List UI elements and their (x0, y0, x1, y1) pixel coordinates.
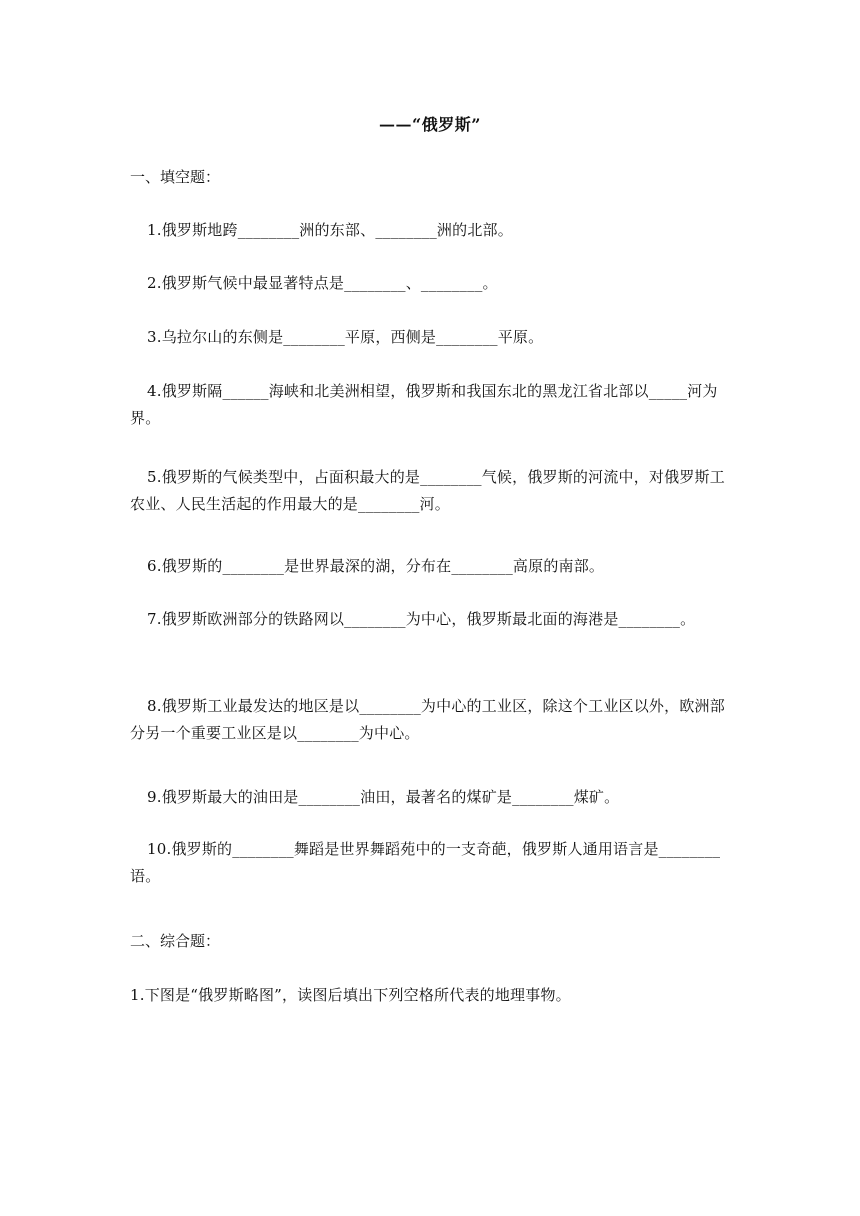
section-heading-fill-blank: 一、填空题： (130, 168, 221, 186)
question-9: 9.俄罗斯最大的油田是________油田，最著名的煤矿是________煤矿。 (147, 788, 620, 806)
question-7: 7.俄罗斯欧洲部分的铁路网以________为中心，俄罗斯最北面的海港是________。 (147, 610, 696, 628)
question-1: 1.俄罗斯地跨________洲的东部、________洲的北部。 (147, 221, 513, 239)
question-8: 8.俄罗斯工业最发达的地区是以________为中心的工业区，除这个工业区以外，欧洲部分另一个重要工业区是以________为中心。 (130, 697, 725, 742)
question-2: 2.俄罗斯气候中最显著特点是________、________。 (147, 274, 498, 292)
question-3: 3.乌拉尔山的东侧是________平原，西侧是________平原。 (147, 328, 544, 346)
question-4: 4.俄罗斯隔______海峡和北美洲相望，俄罗斯和我国东北的黑龙江省北部以_____河为界。 (130, 382, 718, 427)
comprehensive-question-1: 1.下图是“俄罗斯略图”，读图后填出下列空格所代表的地理事物。 (130, 986, 571, 1004)
question-5: 5.俄罗斯的气候类型中，占面积最大的是________气候，俄罗斯的河流中，对俄罗斯工农业、人民生活起的作用最大的是________河。 (130, 468, 725, 513)
question-6: 6.俄罗斯的________是世界最深的湖，分布在________高原的南部。 (147, 557, 605, 575)
question-10: 10.俄罗斯的________舞蹈是世界舞蹈苑中的一支奇葩，俄罗斯人通用语言是________语。 (130, 840, 721, 885)
section-heading-comprehensive: 二、综合题： (130, 932, 221, 950)
document-title: ——“俄罗斯” (379, 115, 481, 134)
